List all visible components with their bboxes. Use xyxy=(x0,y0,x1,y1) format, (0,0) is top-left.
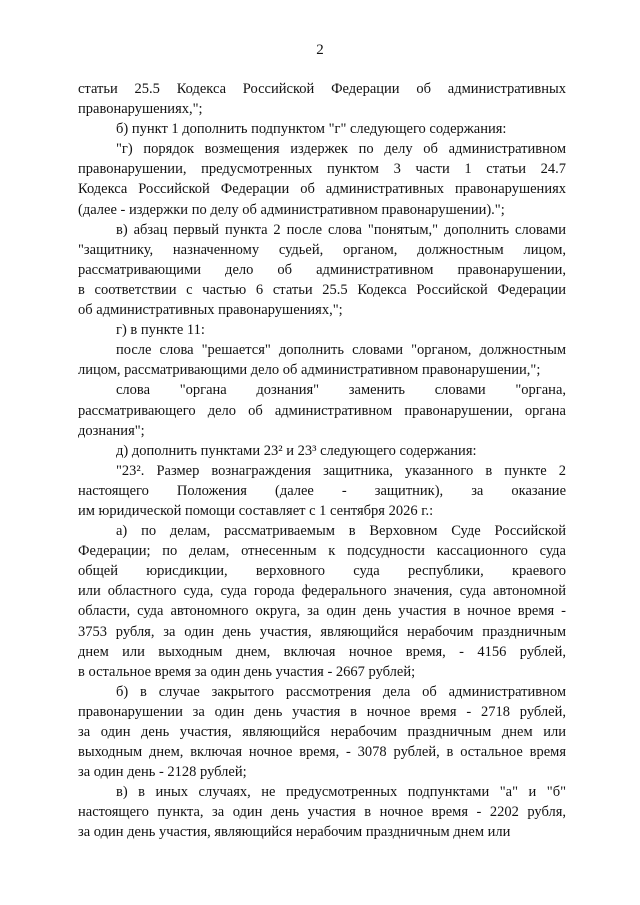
paragraph-p-v-line: "защитнику, назначенному судьей, органом, должностным лицом, xyxy=(78,241,566,258)
paragraph-p-a-line: общей юрисдикции, верховного суда республики, краевого xyxy=(78,563,566,580)
paragraph-p-a-line: Федерации; по делам, отнесенным к подсудности кассационного суда xyxy=(78,543,566,560)
paragraph-p-a-line: области, суда автономного округа, за один день участия в ночное время - xyxy=(78,603,566,620)
paragraph-p-cont-line: статьи 25.5 Кодекса Российской Федерации об административных xyxy=(78,81,566,97)
paragraph-p-b2-line: выходным днем, включая ночное время, - 3078 рублей, в остальное время xyxy=(78,744,566,761)
paragraph-p-v-line: рассматривающими дело об административном правонарушении, xyxy=(78,261,566,278)
paragraph-p-b2-line: правонарушении за один день участия в ночное время - 2718 рублей, xyxy=(78,703,566,720)
paragraph-p-g1-line: после слова "решается" дополнить словами "органом, должностным xyxy=(116,342,566,359)
paragraph-p-g-quote-line: (далее - издержки по делу об административном правонарушении)."; xyxy=(78,201,505,218)
paragraph-p-g1-line: лицом, рассматривающими дело об административном правонарушении,"; xyxy=(78,362,541,379)
paragraph-p-v2-line: в) в иных случаях, не предусмотренных подпунктами "а" и "б" xyxy=(116,784,566,801)
paragraph-p-g-quote-line: правонарушении, предусмотренных пунктом 3 части 1 статьи 24.7 xyxy=(78,161,566,178)
paragraph-p-g2-line: дознания"; xyxy=(78,422,145,439)
paragraph-p-a-line: в остальное время за один день участия - 2667 рублей; xyxy=(78,663,416,680)
paragraph-p-a-line: а) по делам, рассматриваемым в Верховном Суде Российской xyxy=(116,523,566,540)
paragraph-p-v2-line: за один день участия, являющийся нерабочим праздничным днем или xyxy=(78,824,511,841)
paragraph-p-g-quote-line: "г) порядок возмещения издержек по делу об административном xyxy=(116,141,566,158)
paragraph-p-a-line: или областного суда, суда города федерального значения, суда автономной xyxy=(78,583,566,600)
document-body xyxy=(78,79,566,843)
paragraph-p-232-line: им юридической помощи составляет с 1 сентября 2026 г.: xyxy=(78,502,434,519)
paragraph-p-232-line: "23². Размер вознаграждения защитника, указанного в пункте 2 xyxy=(116,462,566,479)
paragraph-p-b2-line: за один день участия, являющийся нерабочим праздничным днем или xyxy=(78,724,566,740)
paragraph-p-a-line: днем или выходным днем, включая ночное время, - 4156 рублей, xyxy=(78,643,566,660)
paragraph-p-g2-line: слова "органа дознания" заменить словами "органа, xyxy=(116,382,566,399)
paragraph-p-d-line: д) дополнить пунктами 23² и 23³ следующего содержания: xyxy=(116,442,477,459)
paragraph-p-v-line: в) абзац первый пункта 2 после слова "понятым," дополнить словами xyxy=(116,221,566,238)
paragraph-p-a-line: 3753 рубля, за один день участия, являющийся нерабочим праздничным xyxy=(78,623,566,640)
paragraph-p-b2-line: б) в случае закрытого рассмотрения дела об административном xyxy=(116,683,566,700)
paragraph-p-v2-line: настоящего пункта, за один день участия в ночное время - 2202 рубля, xyxy=(78,804,566,821)
paragraph-p-232-line: настоящего Положения (далее - защитник), за оказание xyxy=(78,482,566,499)
paragraph-p-v-line: об административных правонарушениях,"; xyxy=(78,302,343,319)
paragraph-p-b-line: б) пункт 1 дополнить подпунктом "г" следующего содержания: xyxy=(116,121,507,138)
paragraph-p-g-line: г) в пункте 11: xyxy=(116,322,205,339)
paragraph-p-g-quote-line: Кодекса Российской Федерации об административных правонарушениях xyxy=(78,181,566,198)
paragraph-p-g2-line: рассматривающего дело об административном правонарушении, органа xyxy=(78,402,566,419)
page-number: 2 xyxy=(316,42,324,58)
paragraph-p-b2-line: за один день - 2128 рублей; xyxy=(78,764,247,781)
paragraph-p-v-line: в соответствии с частью 6 статьи 25.5 Кодекса Российской Федерации xyxy=(78,281,566,298)
paragraph-p-cont-line: правонарушениях,"; xyxy=(78,101,203,118)
